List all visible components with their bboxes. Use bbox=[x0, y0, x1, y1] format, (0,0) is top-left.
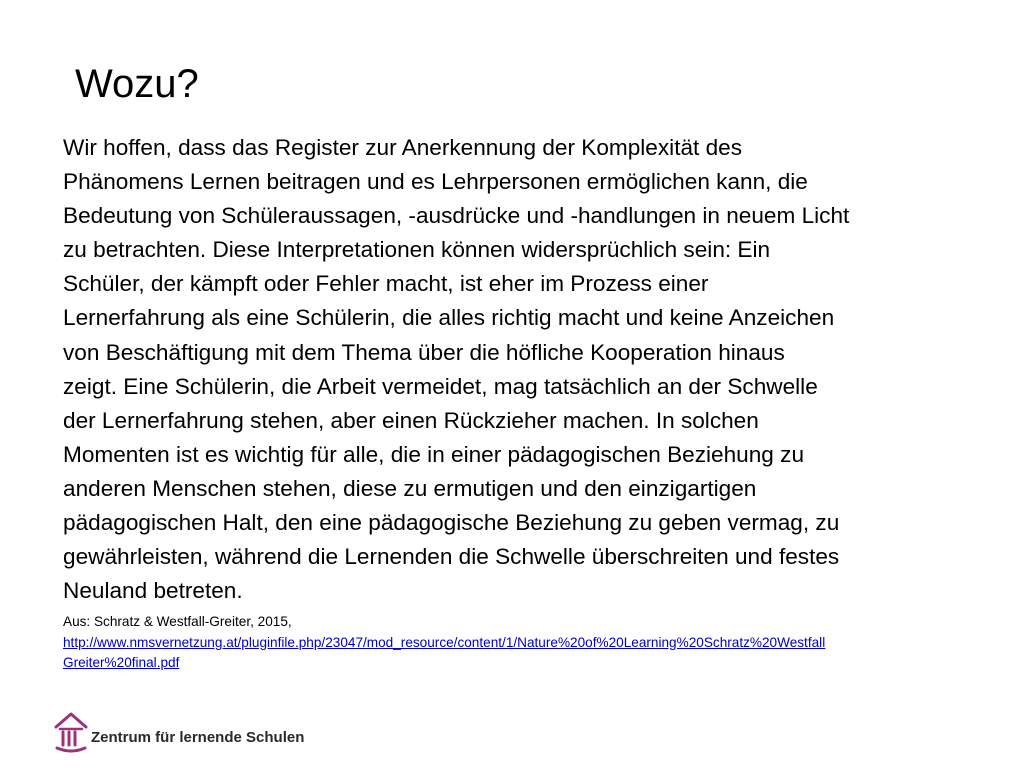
body-line: Momenten ist es wichtig für alle, die in einer pädagogischen Beziehung zu bbox=[63, 441, 805, 467]
school-building-icon bbox=[53, 710, 89, 754]
logo bbox=[53, 708, 304, 756]
body-line: Phänomens Lernen beitragen und es Lehrpersonen ermöglichen kann, die bbox=[63, 169, 808, 195]
body-line: Neuland betreten. bbox=[63, 578, 243, 604]
body-line: Lernerfahrung als eine Schülerin, die alles richtig macht und keine Anzeichen bbox=[63, 305, 835, 331]
body-line: zu betrachten. Diese Interpretationen können widersprüchlich sein: Ein bbox=[63, 237, 771, 263]
body-line: Bedeutung von Schüleraussagen, -ausdrücke und -handlungen in neuem Licht bbox=[63, 203, 850, 229]
slide-title: Wozu? bbox=[75, 62, 199, 106]
source-citation bbox=[63, 612, 983, 674]
source-link-line-2: Greiter%20final.pdf bbox=[63, 655, 180, 670]
body-line: anderen Menschen stehen, diese zu ermutigen und den einzigartigen bbox=[63, 475, 757, 501]
body-line: zeigt. Eine Schülerin, die Arbeit vermeidet, mag tatsächlich an der Schwelle bbox=[63, 373, 818, 399]
source-link[interactable] bbox=[63, 633, 983, 674]
body-line: Schüler, der kämpft oder Fehler macht, ist eher im Prozess einer bbox=[63, 271, 709, 297]
body-line: gewährleisten, während die Lernenden die Schwelle überschreiten und festes bbox=[63, 544, 840, 570]
body-text bbox=[63, 131, 968, 608]
body-line: Wir hoffen, dass das Register zur Anerkennung der Komplexität des bbox=[63, 135, 743, 160]
logo-text: Zentrum für lernende Schulen bbox=[91, 728, 305, 746]
body-line: der Lernerfahrung stehen, aber einen Rückzieher machen. In solchen bbox=[63, 407, 759, 433]
citation-text: Aus: Schratz & Westfall-Greiter, 2015, bbox=[63, 614, 292, 629]
body-line: von Beschäftigung mit dem Thema über die höfliche Kooperation hinaus bbox=[63, 339, 785, 365]
body-line: pädagogischen Halt, den eine pädagogische Beziehung zu geben vermag, zu bbox=[63, 510, 840, 536]
source-link-line-1: http://www.nmsvernetzung.at/pluginfile.php/23047/mod_resource/content/1/Nature%20of%20Learning%20Schratz%20Westfall bbox=[63, 634, 826, 650]
